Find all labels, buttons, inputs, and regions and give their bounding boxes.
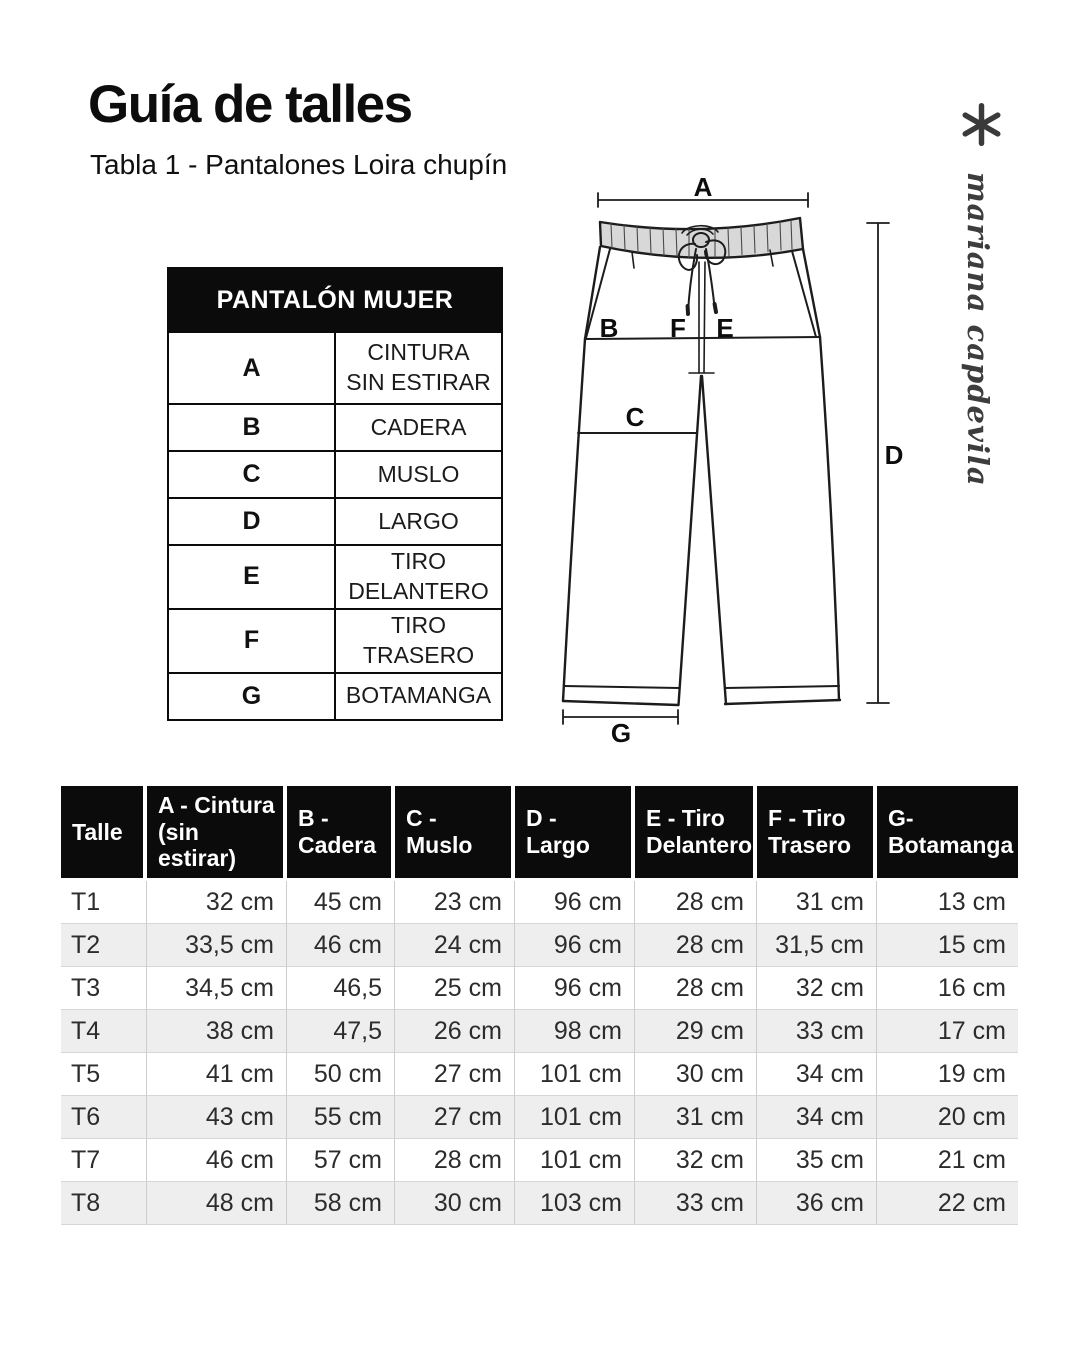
brand-name: mariana capdevila	[961, 172, 995, 487]
cell-cintura: 41 cm	[147, 1053, 287, 1096]
cell-cintura: 38 cm	[147, 1010, 287, 1053]
legend-label: TIRO DELANTERO	[335, 545, 502, 609]
legend-label: CADERA	[335, 404, 502, 451]
cell-cintura: 32 cm	[147, 881, 287, 924]
cell-cintura: 48 cm	[147, 1182, 287, 1225]
column-header-line: G-	[888, 805, 914, 832]
table-row-t6	[61, 1096, 1018, 1139]
column-header-line: Botamanga	[888, 832, 1014, 858]
column-header-line: F - Tiro	[768, 805, 846, 832]
size-chart-table	[61, 786, 1018, 1225]
column-header-line: D - Largo	[526, 805, 590, 858]
table-row-t7	[61, 1139, 1018, 1182]
cell-tiro-delantero: 28 cm	[635, 881, 757, 924]
cell-muslo: 26 cm	[395, 1010, 515, 1053]
cell-muslo: 23 cm	[395, 881, 515, 924]
cell-largo: 96 cm	[515, 881, 635, 924]
legend-key: D	[168, 498, 335, 545]
cell-muslo: 30 cm	[395, 1182, 515, 1225]
brand-asterisk-icon	[958, 101, 1005, 148]
column-header-line: Cadera	[298, 832, 376, 858]
legend-label: TIRO TRASERO	[335, 609, 502, 673]
cell-tiro-trasero: 31 cm	[757, 881, 877, 924]
legend-label: LARGO	[335, 498, 502, 545]
cell-tiro-trasero: 34 cm	[757, 1053, 877, 1096]
cell-largo: 101 cm	[515, 1096, 635, 1139]
column-header-tiro-delantero	[635, 786, 757, 881]
column-header-line: A - Cintura	[158, 792, 275, 818]
page-title: Guía de talles	[88, 75, 412, 134]
cell-tiro-delantero: 33 cm	[635, 1182, 757, 1225]
column-header-line: Trasero	[768, 832, 852, 858]
cell-talle: T4	[61, 1010, 147, 1053]
cell-cintura: 46 cm	[147, 1139, 287, 1182]
column-header-cadera	[287, 786, 395, 881]
legend-row-c	[168, 451, 502, 498]
cell-cadera: 47,5	[287, 1010, 395, 1053]
table-row-t1	[61, 881, 1018, 924]
cell-largo: 96 cm	[515, 924, 635, 967]
cell-talle: T7	[61, 1139, 147, 1182]
cell-muslo: 27 cm	[395, 1053, 515, 1096]
table-row-t8	[61, 1182, 1018, 1225]
cell-talle: T2	[61, 924, 147, 967]
legend-key: A	[168, 332, 335, 404]
cell-talle: T3	[61, 967, 147, 1010]
cell-tiro-delantero: 30 cm	[635, 1053, 757, 1096]
legend-title: PANTALÓN MUJER	[168, 268, 502, 332]
cell-muslo: 27 cm	[395, 1096, 515, 1139]
cell-talle: T8	[61, 1182, 147, 1225]
cell-tiro-trasero: 36 cm	[757, 1182, 877, 1225]
cell-cadera: 55 cm	[287, 1096, 395, 1139]
cell-cadera: 50 cm	[287, 1053, 395, 1096]
legend-label: BOTAMANGA	[335, 673, 502, 720]
legend-key: F	[168, 609, 335, 673]
cell-tiro-delantero: 32 cm	[635, 1139, 757, 1182]
cell-tiro-delantero: 29 cm	[635, 1010, 757, 1053]
cell-muslo: 24 cm	[395, 924, 515, 967]
page-subtitle: Tabla 1 - Pantalones Loira chupín	[90, 149, 508, 180]
cell-botamanga: 21 cm	[877, 1139, 1018, 1182]
diagram-label-e: E	[716, 313, 734, 343]
diagram-label-f: F	[670, 313, 686, 343]
column-header-line: (sin estirar)	[158, 818, 236, 872]
legend-label-line: SIN ESTIRAR	[346, 369, 491, 395]
column-header-tiro-trasero	[757, 786, 877, 881]
cell-tiro-trasero: 35 cm	[757, 1139, 877, 1182]
column-header-line: Delantero	[646, 832, 753, 858]
pants-technical-drawing	[545, 165, 905, 755]
cell-botamanga: 20 cm	[877, 1096, 1018, 1139]
table-row-t4	[61, 1010, 1018, 1053]
cell-botamanga: 16 cm	[877, 967, 1018, 1010]
cell-tiro-delantero: 28 cm	[635, 967, 757, 1010]
column-header-line: B -	[298, 805, 329, 832]
cell-botamanga: 22 cm	[877, 1182, 1018, 1225]
cell-cadera: 46 cm	[287, 924, 395, 967]
column-header-muslo	[395, 786, 515, 881]
cell-tiro-delantero: 31 cm	[635, 1096, 757, 1139]
cell-botamanga: 19 cm	[877, 1053, 1018, 1096]
size-chart-header-row	[61, 786, 1018, 881]
column-header-talle	[61, 786, 147, 881]
legend-key: E	[168, 545, 335, 609]
cell-tiro-trasero: 32 cm	[757, 967, 877, 1010]
diagram-label-g: G	[610, 718, 632, 748]
cell-muslo: 25 cm	[395, 967, 515, 1010]
cell-largo: 98 cm	[515, 1010, 635, 1053]
cell-cadera: 45 cm	[287, 881, 395, 924]
cell-botamanga: 13 cm	[877, 881, 1018, 924]
column-header-line: E - Tiro	[646, 805, 725, 832]
cell-talle: T6	[61, 1096, 147, 1139]
cell-tiro-trasero: 31,5 cm	[757, 924, 877, 967]
measure-legend-table	[167, 267, 503, 721]
cell-botamanga: 15 cm	[877, 924, 1018, 967]
table-row-t5	[61, 1053, 1018, 1096]
cell-botamanga: 17 cm	[877, 1010, 1018, 1053]
diagram-label-c: C	[625, 402, 645, 432]
cell-cadera: 57 cm	[287, 1139, 395, 1182]
table-row-t2	[61, 924, 1018, 967]
legend-label-line: CINTURA	[367, 339, 470, 366]
legend-row-f	[168, 609, 502, 673]
legend-label	[335, 332, 502, 404]
cell-cintura: 33,5 cm	[147, 924, 287, 967]
cell-talle: T5	[61, 1053, 147, 1096]
legend-row-b	[168, 404, 502, 451]
cell-largo: 96 cm	[515, 967, 635, 1010]
column-header-largo	[515, 786, 635, 881]
cell-tiro-delantero: 28 cm	[635, 924, 757, 967]
column-header-botamanga	[877, 786, 1018, 881]
legend-header-row	[168, 268, 502, 332]
cell-cintura: 43 cm	[147, 1096, 287, 1139]
cell-largo: 103 cm	[515, 1182, 635, 1225]
legend-row-e	[168, 545, 502, 609]
legend-row-d	[168, 498, 502, 545]
column-header-line: C - Muslo	[406, 805, 473, 858]
diagram-label-d: D	[884, 440, 904, 470]
cell-cadera: 58 cm	[287, 1182, 395, 1225]
cell-talle: T1	[61, 881, 147, 924]
cell-largo: 101 cm	[515, 1139, 635, 1182]
column-header-line: Talle	[72, 818, 123, 845]
cell-tiro-trasero: 34 cm	[757, 1096, 877, 1139]
legend-key: B	[168, 404, 335, 451]
legend-row-g	[168, 673, 502, 720]
legend-label: MUSLO	[335, 451, 502, 498]
legend-row-a	[168, 332, 502, 404]
cell-largo: 101 cm	[515, 1053, 635, 1096]
legend-key: C	[168, 451, 335, 498]
cell-cadera: 46,5	[287, 967, 395, 1010]
column-header-cintura	[147, 786, 287, 881]
cell-cintura: 34,5 cm	[147, 967, 287, 1010]
diagram-label-a: A	[693, 172, 713, 202]
cell-tiro-trasero: 33 cm	[757, 1010, 877, 1053]
legend-key: G	[168, 673, 335, 720]
table-row-t3	[61, 967, 1018, 1010]
diagram-label-b: B	[599, 313, 619, 343]
cell-muslo: 28 cm	[395, 1139, 515, 1182]
